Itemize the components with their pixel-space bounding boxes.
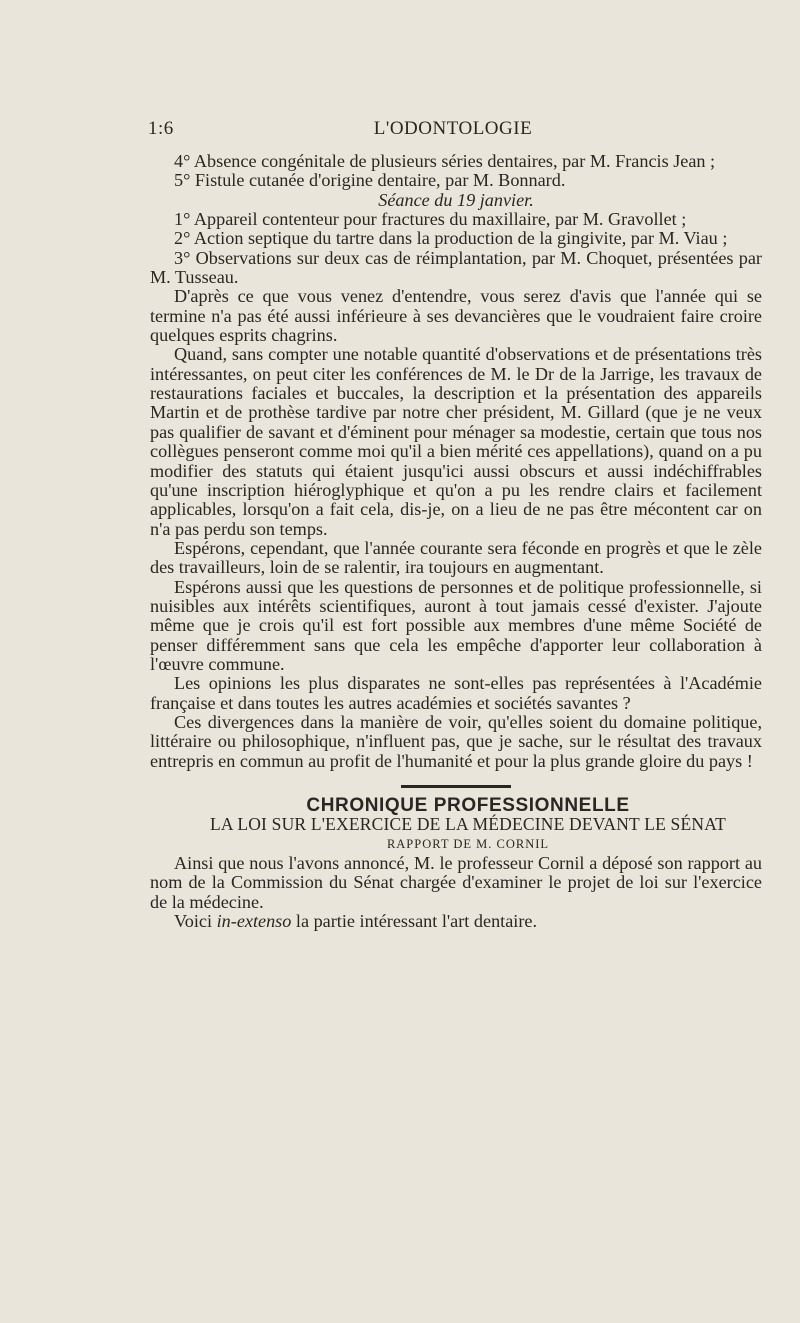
paragraph: Ainsi que nous l'avons annoncé, M. le professeur Cornil a déposé son rapport au nom de la Commission du Sénat chargée d'examiner le projet de loi sur l'exercice de la médecine. — [150, 853, 762, 912]
list-item: 4° Absence congénitale de plusieurs séries dentaires, par M. Francis Jean ; — [174, 151, 716, 171]
article-body — [150, 152, 762, 931]
list-item: 1° Appareil contenteur pour fractures du maxillaire, par M. Gravollet ; — [174, 209, 687, 230]
running-title: L'ODONTOLOGIE — [373, 118, 533, 139]
section-title: CHRONIQUE PROFESSIONNELLE — [306, 795, 630, 816]
list-item: 2° Action septique du tartre dans la production de la gingivite, par M. Viau ; — [174, 228, 728, 249]
paragraph: Espérons aussi que les questions de personnes et de politique professionnelle, si nuisibles aux intérêts scientifiques, auront à tout jamais cessé d'exister. J'ajoute même que je crois qu'il est fort possible aux membres d'une même Société de penser différemment sans que cela les empêche d'apporter leur collaboration à l'œuvre commune. — [150, 576, 762, 674]
paragraph: Espérons, cependant, que l'année courante sera féconde en progrès et que le zèle des travailleurs, loin de se ralentir, ira toujours en augmentant. — [150, 537, 762, 578]
list-item: 3° Observations sur deux cas de réimplantation, par M. Choquet, présentées par M. Tusseau. — [150, 247, 762, 288]
section-divider — [401, 785, 511, 788]
voici-prefix: Voici — [174, 911, 217, 932]
paragraph: Quand, sans compter une notable quantité d'observations et de présentations très intéressantes, on peut citer les conférences de M. le Dr de la Jarrige, les travaux de restaurations faciales et buccales, la description et la présentation des appareils Martin et de prothèse tardive par notre cher président, M. Gillard (que je ne veux pas qualifier de savant et d'éminent pour ménager sa modestie, certain que tous nos collègues penseront comme moi qu'il a bien mérité ces appellations), quand on a pu modifier des statuts qui étaient jusqu'ici aussi obscurs et aussi indéchiffrables qu'une inscription hiéroglyphique et qu'on a pu les rendre clairs et facilement applicables, lorsqu'on a fait cela, dis-je, on a lieu de ne pas être mécontent car on n'a pas perdu son temps. — [150, 344, 762, 539]
paragraph: Les opinions les plus disparates ne sont-elles pas représentées à l'Académie française et dans toutes les autres académies et sociétés savantes ? — [150, 673, 762, 713]
paragraph — [150, 912, 762, 931]
voici-suffix: la partie intéressant l'art dentaire. — [291, 911, 538, 932]
page-number: 1:6 — [148, 118, 174, 139]
rapport-heading: RAPPORT DE M. CORNIL — [386, 836, 550, 851]
voici-italic: in-extenso — [216, 911, 292, 932]
paragraph: Ces divergences dans la manière de voir, qu'elles soient du domaine politique, littéraire ou philosophique, n'influent pas, que je sache, sur le résultat des travaux entrepris en commun au profit de l'humanité et pour la plus grande gloire du pays ! — [150, 711, 762, 771]
seance-heading: Séance du 19 janvier. — [378, 189, 534, 210]
list-item: 5° Fistule cutanée d'origine dentaire, par M. Bonnard. — [174, 170, 566, 191]
paragraph: D'après ce que vous venez d'entendre, vous serez d'avis que l'année qui se termine n'a pas été aussi inférieure à ses devancières que le voudraient faire croire quelques esprits chagrins. — [150, 286, 762, 346]
section-subtitle: LA LOI SUR L'EXERCICE DE LA MÉDECINE DEVANT LE SÉNAT — [209, 814, 726, 835]
running-header — [148, 118, 758, 142]
